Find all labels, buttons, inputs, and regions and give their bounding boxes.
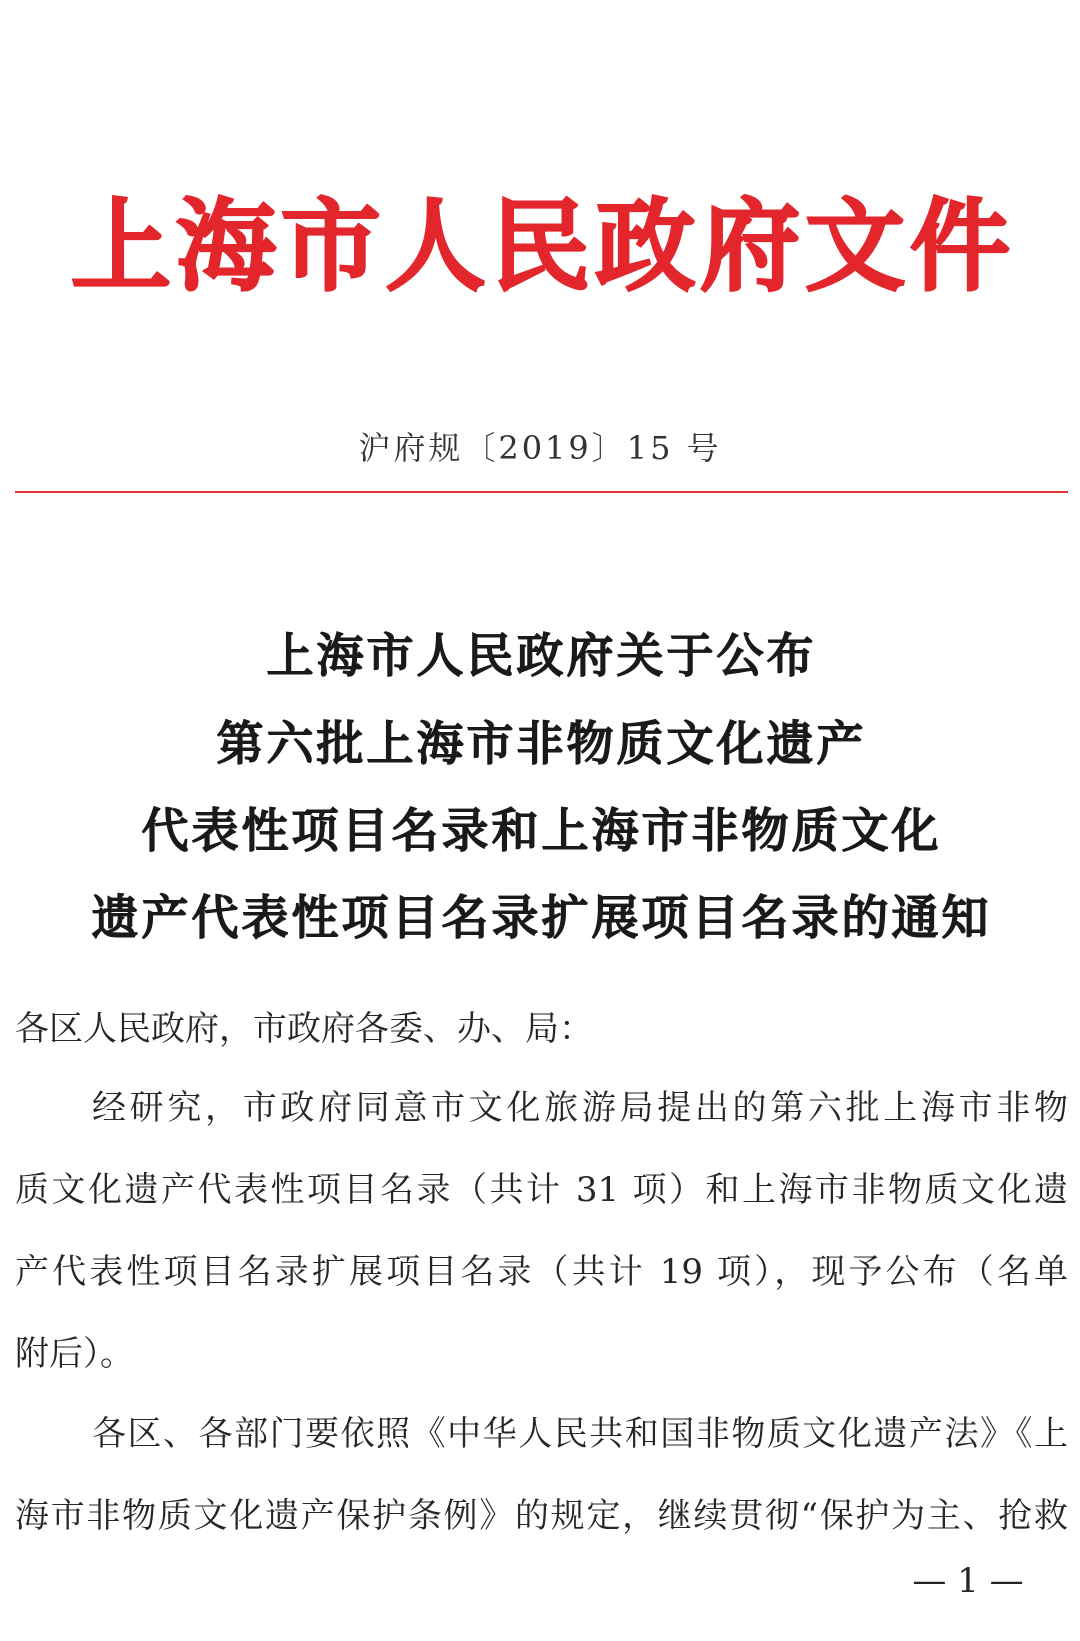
body-line: 产代表性项目名录扩展项目名录（共计 19 项），现予公布（名单 — [15, 1252, 1068, 1292]
title-line: 第六批上海市非物质文化遗产 — [216, 717, 867, 772]
body-line: 海市非物质文化遗产保护条例》的规定，继续贯彻“保护为主、抢救 — [15, 1496, 1068, 1536]
title-line: 代表性项目名录和上海市非物质文化 — [141, 804, 942, 859]
salutation: 各区人民政府，市政府各委、办、局： — [15, 1009, 593, 1049]
page-number: — 1 — — [912, 1561, 1024, 1601]
body-line: 附后）。 — [15, 1334, 134, 1374]
title-line: 上海市人民政府关于公布 — [266, 629, 817, 684]
header-red-divider — [15, 491, 1068, 493]
document-number: 沪府规〔2019〕15 号 — [358, 429, 722, 467]
title-line: 遗产代表性项目名录扩展项目名录的通知 — [91, 891, 992, 946]
body-line: 经研究，市政府同意市文化旅游局提出的第六批上海市非物 — [92, 1088, 1068, 1128]
body-line: 质文化遗产代表性项目名录（共计 31 项）和上海市非物质文化遗 — [15, 1170, 1068, 1210]
document-header-title: 上海市人民政府文件 — [71, 194, 1010, 298]
body-line: 各区、各部门要依照《中华人民共和国非物质文化遗产法》《上 — [92, 1414, 1068, 1454]
